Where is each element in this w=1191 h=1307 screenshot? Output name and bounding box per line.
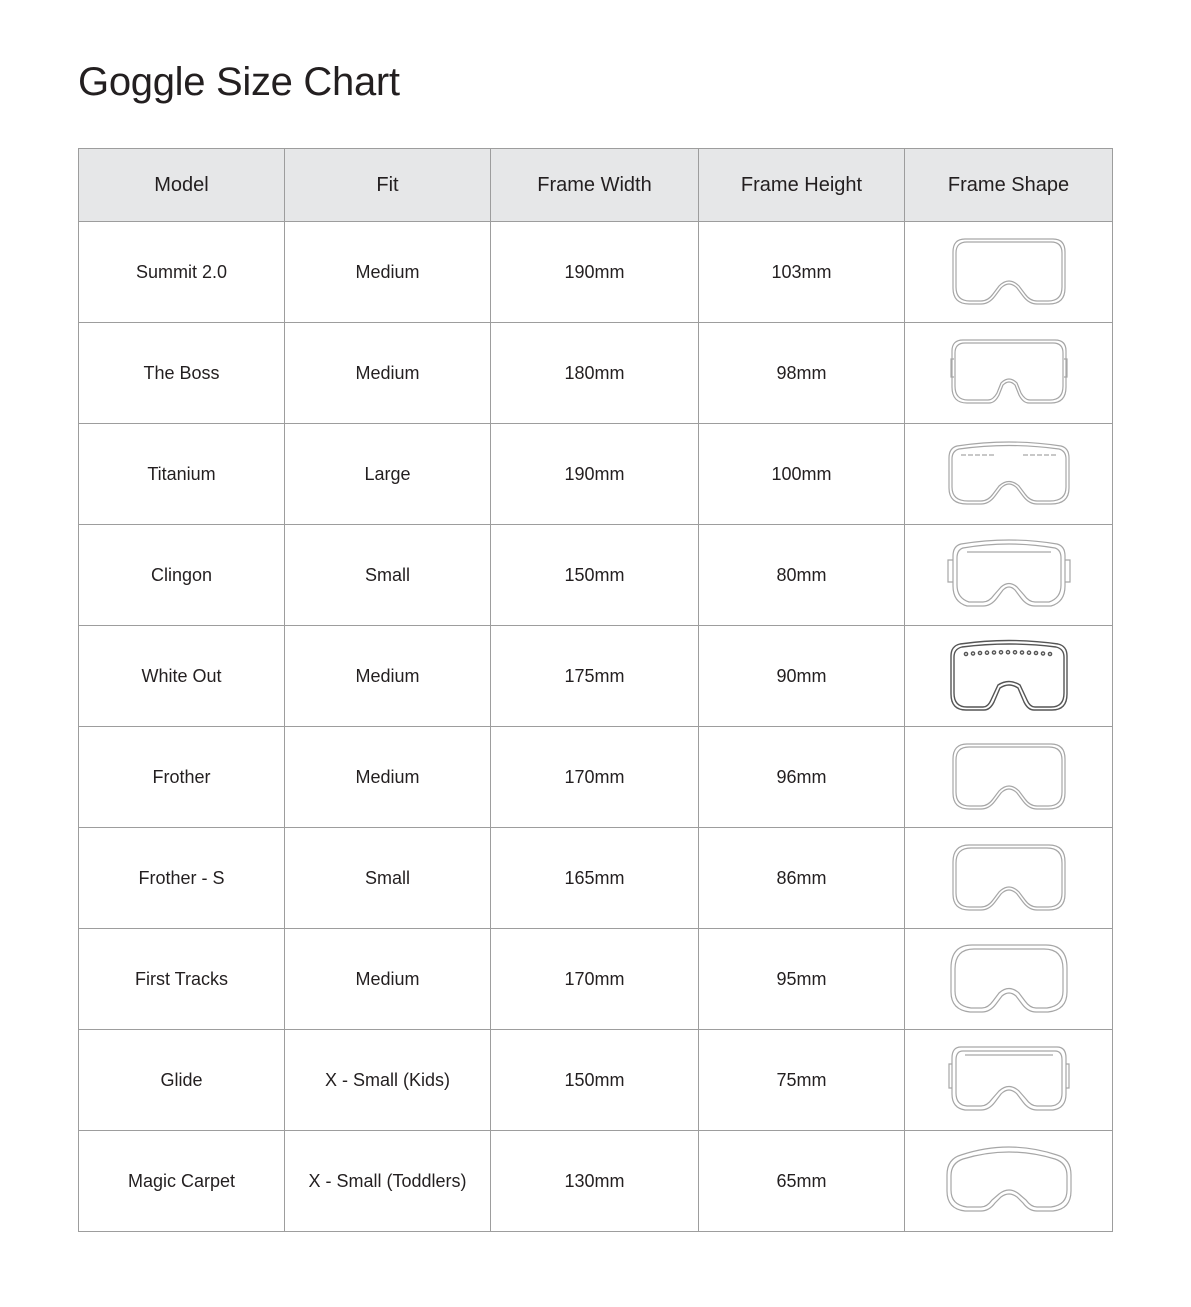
- goggle-boss-outline-icon: [949, 337, 1069, 409]
- cell-model: Clingon: [79, 525, 285, 626]
- goggle-frother-outline-icon: [949, 741, 1069, 813]
- cell-model: Glide: [79, 1030, 285, 1131]
- page-title: Goggle Size Chart: [78, 60, 400, 104]
- cell-frame-height: 65mm: [699, 1131, 905, 1232]
- cell-frame-width: 180mm: [491, 323, 699, 424]
- table-row: [79, 222, 1113, 323]
- goggle-frother-s-outline-icon: [949, 842, 1069, 914]
- cell-frame-height: 86mm: [699, 828, 905, 929]
- cell-fit: X - Small (Kids): [285, 1030, 491, 1131]
- goggle-titanium-outline-icon: [947, 438, 1071, 510]
- table-row: [79, 1030, 1113, 1131]
- goggle-magic-carpet-outline-icon: [943, 1145, 1075, 1217]
- header-model: Model: [79, 149, 285, 222]
- table-row: [79, 828, 1113, 929]
- size-chart-table: [78, 148, 1113, 1232]
- cell-model: White Out: [79, 626, 285, 727]
- cell-frame-height: 95mm: [699, 929, 905, 1030]
- cell-frame-height: 100mm: [699, 424, 905, 525]
- cell-frame-shape: [905, 828, 1113, 929]
- cell-model: First Tracks: [79, 929, 285, 1030]
- table-row: [79, 424, 1113, 525]
- goggle-glide-outline-icon: [947, 1044, 1071, 1116]
- cell-model: The Boss: [79, 323, 285, 424]
- cell-frame-height: 98mm: [699, 323, 905, 424]
- cell-frame-shape: [905, 525, 1113, 626]
- cell-frame-width: 165mm: [491, 828, 699, 929]
- cell-frame-shape: [905, 222, 1113, 323]
- cell-frame-width: 150mm: [491, 1030, 699, 1131]
- cell-frame-shape: [905, 1131, 1113, 1232]
- cell-frame-width: 190mm: [491, 222, 699, 323]
- cell-frame-shape: [905, 727, 1113, 828]
- header-frame-height: Frame Height: [699, 149, 905, 222]
- table-row: [79, 929, 1113, 1030]
- table-row: [79, 323, 1113, 424]
- cell-fit: Small: [285, 525, 491, 626]
- cell-model: Titanium: [79, 424, 285, 525]
- cell-frame-height: 103mm: [699, 222, 905, 323]
- cell-frame-height: 96mm: [699, 727, 905, 828]
- goggle-first-tracks-outline-icon: [948, 942, 1070, 1016]
- cell-fit: Medium: [285, 323, 491, 424]
- cell-fit: Medium: [285, 727, 491, 828]
- cell-frame-width: 170mm: [491, 929, 699, 1030]
- table-row: [79, 626, 1113, 727]
- cell-frame-height: 75mm: [699, 1030, 905, 1131]
- cell-fit: X - Small (Toddlers): [285, 1131, 491, 1232]
- cell-fit: Small: [285, 828, 491, 929]
- cell-frame-height: 90mm: [699, 626, 905, 727]
- cell-fit: Medium: [285, 222, 491, 323]
- table-row: [79, 525, 1113, 626]
- cell-frame-width: 150mm: [491, 525, 699, 626]
- header-fit: Fit: [285, 149, 491, 222]
- cell-fit: Medium: [285, 626, 491, 727]
- cell-frame-shape: [905, 626, 1113, 727]
- goggle-whiteout-outline-icon: [948, 638, 1070, 714]
- table-row: [79, 1131, 1113, 1232]
- cell-frame-width: 170mm: [491, 727, 699, 828]
- cell-fit: Medium: [285, 929, 491, 1030]
- cell-frame-width: 130mm: [491, 1131, 699, 1232]
- table-row: [79, 727, 1113, 828]
- cell-model: Magic Carpet: [79, 1131, 285, 1232]
- cell-frame-height: 80mm: [699, 525, 905, 626]
- cell-frame-shape: [905, 929, 1113, 1030]
- header-frame-shape: Frame Shape: [905, 149, 1113, 222]
- cell-frame-shape: [905, 1030, 1113, 1131]
- cell-frame-shape: [905, 424, 1113, 525]
- header-frame-width: Frame Width: [491, 149, 699, 222]
- goggle-summit-outline-icon: [949, 236, 1069, 308]
- cell-model: Frother - S: [79, 828, 285, 929]
- cell-frame-shape: [905, 323, 1113, 424]
- table-header-row: [79, 149, 1113, 222]
- cell-frame-width: 190mm: [491, 424, 699, 525]
- cell-model: Summit 2.0: [79, 222, 285, 323]
- cell-fit: Large: [285, 424, 491, 525]
- goggle-clingon-outline-icon: [945, 538, 1073, 612]
- cell-frame-width: 175mm: [491, 626, 699, 727]
- cell-model: Frother: [79, 727, 285, 828]
